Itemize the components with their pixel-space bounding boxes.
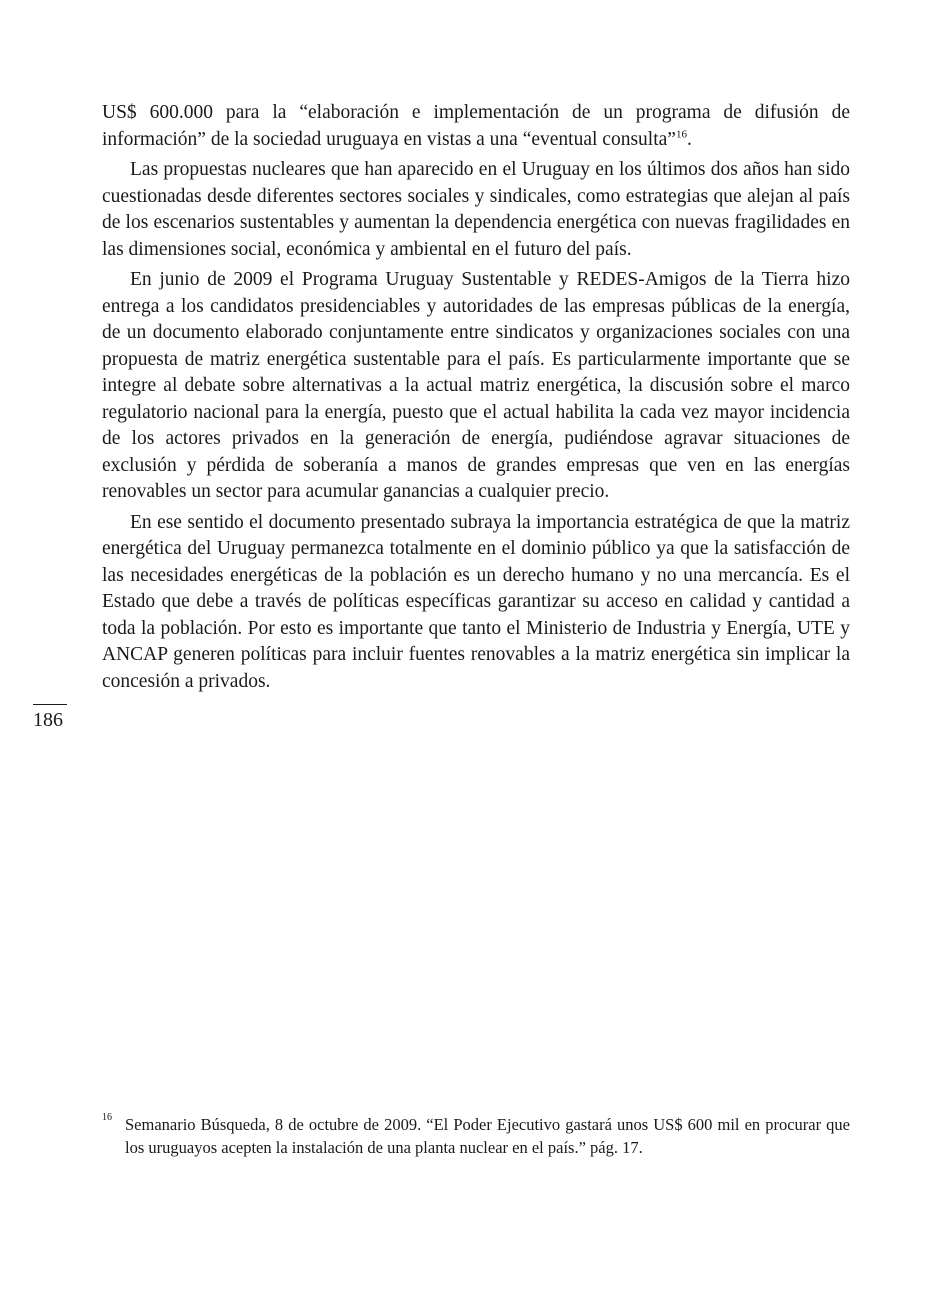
body-text	[102, 100, 850, 699]
paragraph-2: Las propuestas nucleares que han aparecido en el Uruguay en los últimos dos años han sido cuestionadas desde diferentes sectores sociales y sindicales, como estrategias que alejan al país de los escenarios sustentables y aumentan la dependencia energética con nuevas fragilidades en las dimensiones social, económica y ambiental en el futuro del país.	[102, 159, 850, 260]
paragraph-1-end: .	[686, 128, 692, 150]
footnote-mark: 16	[102, 1112, 112, 1123]
page-number: 186	[33, 709, 63, 731]
footnote	[102, 1113, 850, 1159]
paragraph-1-text: US$ 600.000 para la “elaboración e implementación de un programa de difusión de información” de la sociedad uruguaya en vistas a una “eventual consulta”	[102, 102, 850, 150]
footnote-text: Semanario Búsqueda, 8 de octubre de 2009. “El Poder Ejecutivo gastará unos US$ 600 mil en procurar que los uruguayos acepten la instalación de una planta nuclear en el país.” pág. 17.	[125, 1115, 850, 1157]
paragraph-1	[102, 100, 850, 153]
page-number-rule	[33, 704, 67, 705]
footnote-reference[interactable]: 16	[675, 128, 687, 140]
paragraph-4: En ese sentido el documento presentado subraya la importancia estratégica de que la matriz energética del Uruguay permanezca totalmente en el dominio público ya que la satisfacción de las necesidades energéticas de la población es un derecho humano y no una mercancía. Es el Estado que debe a través de políticas específicas garantizar su acceso en calidad y cantidad a toda la población. Por esto es importante que tanto el Ministerio de Industria y Energía, UTE y ANCAP generen políticas para incluir fuentes renovables a la matriz energética sin implicar la concesión a privados.	[102, 511, 850, 692]
paragraph-3: En junio de 2009 el Programa Uruguay Sustentable y REDES-Amigos de la Tierra hizo entrega a los candidatos presidenciables y autoridades de las empresas públicas de la energía, de un documento elaborado conjuntamente entre sindicatos y organizaciones sociales con una propuesta de matriz energética sustentable para el país. Es particularmente importante que se integre al debate sobre alternativas a la actual matriz energética, la discusión sobre el marco regulatorio nacional para la energía, puesto que el actual habilita la cada vez mayor incidencia de los actores privados en la generación de energía, pudiéndose agravar situaciones de exclusión y pérdida de soberanía a manos de grandes empresas que ven en las energías renovables un sector para acumular ganancias a cualquier precio.	[102, 269, 850, 502]
